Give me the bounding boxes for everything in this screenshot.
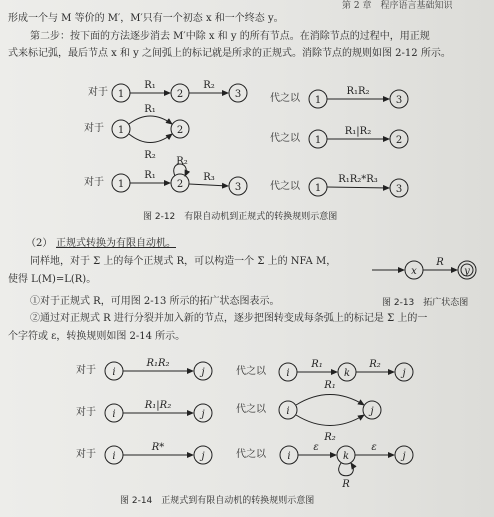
node-label: i [112, 451, 116, 462]
edge-label: R₁R₂ [146, 358, 170, 369]
edge-label: R₂ [369, 359, 381, 370]
body-line: 使得 L(M)=L(R)。 [8, 274, 97, 285]
edge-label: R₂ [203, 80, 215, 91]
rule-prefix: 对于 [88, 87, 108, 98]
rule-replace: 代之以 [236, 404, 266, 415]
edge-label: R₁|R₂ [344, 126, 372, 137]
edge-label: R₁ [324, 380, 336, 391]
node-label: 2 [176, 125, 184, 136]
edge-label: R [436, 257, 444, 268]
body-line: 第二步：按下面的方法逐步消去 M′中除 x 和 y 的所有节点。在消除节点的过程中，用正规 [30, 31, 430, 42]
transition-arrow [189, 184, 228, 186]
node-label: k [343, 368, 351, 379]
node-label: i [112, 409, 116, 420]
section-number: （2） [26, 238, 53, 249]
node-label: 1 [117, 125, 125, 136]
node-label: j [402, 368, 406, 379]
node-label: 1 [117, 89, 125, 100]
rule-replace: 代之以 [270, 93, 300, 104]
node-label: j [402, 451, 406, 462]
transition-arrow [129, 134, 172, 143]
rule-replace: 代之以 [236, 449, 266, 460]
rule-prefix: 对于 [76, 449, 96, 460]
self-loop-arrow [339, 463, 354, 476]
node-label: x [411, 266, 417, 277]
figure-caption: 图 2-13 拓广状态图 [382, 298, 469, 308]
figure-caption: 图 2-14 正规式到有限自动机的转换规则示意图 [120, 496, 315, 506]
edge-label: R₂ [144, 150, 156, 161]
edge-label: R₂ [176, 156, 188, 167]
body-line: 个字符或 ε，转换规则如图 2-14 所示。 [8, 331, 186, 342]
node-label: 3 [234, 182, 242, 193]
transition-arrow [296, 415, 364, 426]
edge-label: R₁ [144, 80, 156, 91]
edge-label: R₃ [203, 172, 215, 183]
transition-arrow [296, 395, 364, 406]
node-label: j [370, 406, 374, 417]
rule-prefix: 对于 [76, 407, 96, 418]
node-label: i [287, 451, 291, 462]
node-label: 2 [176, 89, 184, 100]
edge-label: R₁|R₂ [144, 400, 172, 411]
body-line: 式来标记弧，最后节点 x 和 y 之间弧上的标记就是所求的正规式。消除节点的规则如图 2-12 所示。 [8, 48, 451, 59]
rule-replace: 代之以 [236, 366, 266, 377]
node-label: 1 [117, 179, 125, 190]
node-label: 2 [176, 179, 184, 190]
body-line: 形成一个与 M 等价的 M′，M′只有一个初态 x 和一个终态 y。 [8, 13, 284, 24]
rule-prefix: 对于 [84, 177, 104, 188]
edge-label: R₂ [324, 432, 336, 443]
transition-arrow [129, 116, 172, 124]
node-label: 3 [395, 184, 403, 195]
rule-replace: 代之以 [270, 181, 300, 192]
edge-label: ε [371, 442, 377, 453]
edge-label: ε [313, 442, 319, 453]
node-label: 1 [314, 183, 322, 194]
node-label: j [201, 451, 205, 462]
transition-arrow [327, 187, 389, 188]
section-heading: 正规式转换为有限自动机。 [56, 238, 176, 249]
edge-label: R₁ [144, 104, 156, 115]
edge-label: R₁R₂*R₃ [338, 174, 378, 185]
edge-label: R₁ [311, 359, 323, 370]
node-label: 2 [395, 135, 403, 146]
node-label: j [201, 367, 205, 378]
node-label: 3 [234, 89, 242, 100]
node-label: 3 [395, 95, 403, 106]
node-label: k [342, 451, 350, 462]
node-label: i [286, 406, 290, 417]
rule-prefix: 对于 [76, 365, 96, 376]
node-label: j [201, 409, 205, 420]
node-label: i [112, 367, 116, 378]
figure-caption: 图 2-12 有限自动机到正规式的转换规则示意图 [143, 212, 338, 222]
node-label: i [286, 368, 290, 379]
rule-prefix: 对于 [84, 123, 104, 134]
body-line: 同样地，对于 Σ 上的每个正规式 R，可以构造一个 Σ 上的 NFA M， [30, 256, 337, 267]
node-label: y [464, 266, 470, 277]
edge-label: R₁R₂ [346, 86, 370, 97]
body-line: ②通过对正规式 R 进行分裂并加入新的节点，逐步把图转变成每条弧上的标记是 Σ 上的一 [30, 313, 428, 324]
edge-label: R* [151, 442, 165, 453]
rule-replace: 代之以 [270, 133, 300, 144]
running-header: 第 2 章 程序语言基础知识 [342, 1, 453, 11]
edge-label: R₁ [144, 170, 156, 181]
edge-label: R [342, 479, 350, 490]
node-label: 1 [314, 95, 322, 106]
body-line: ①对于正规式 R，可用图 2-13 所示的拓广状态图表示。 [30, 296, 280, 307]
node-label: 1 [314, 135, 322, 146]
